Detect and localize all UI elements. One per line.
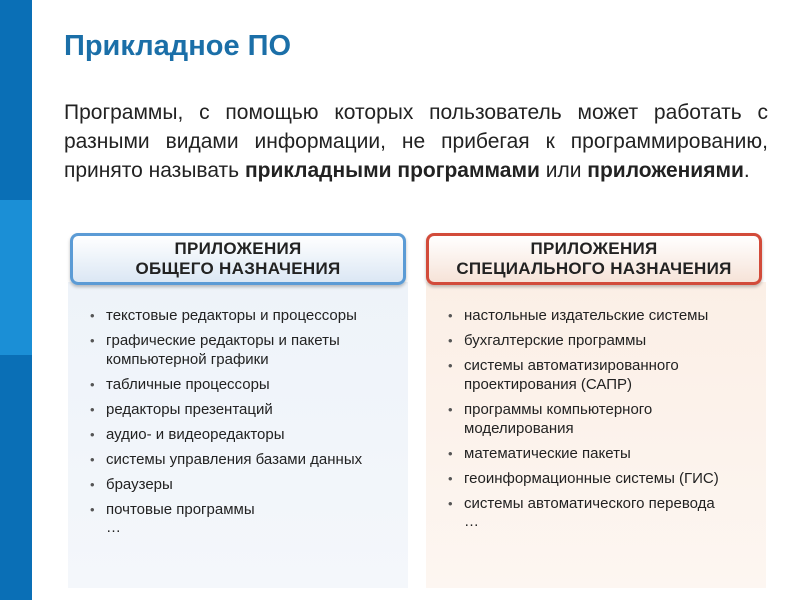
list-item: • текстовые редакторы и процессоры [90, 307, 357, 324]
bullet-icon: • [90, 377, 95, 392]
general-purpose-header [70, 233, 406, 285]
bullet-icon: • [90, 333, 95, 348]
special-purpose-header-line1: ПРИЛОЖЕНИЯ [530, 239, 658, 258]
bullet-icon: • [448, 402, 453, 417]
list-item: • геоинформационные системы (ГИС) [448, 470, 719, 487]
bullet-icon: • [90, 452, 95, 467]
bullet-icon: • [448, 308, 453, 323]
bullet-icon: • [448, 358, 453, 373]
bullet-icon: • [448, 446, 453, 461]
intro-paragraph [64, 98, 768, 185]
intro-text-end: . [743, 159, 750, 182]
list-item: • табличные процессоры [90, 376, 270, 393]
special-purpose-list [448, 306, 763, 535]
bullet-icon: • [448, 496, 453, 511]
list-item: • бухгалтерские программы [448, 332, 647, 349]
list-ellipsis: … [464, 513, 479, 530]
intro-bold-term-2: приложениями [587, 159, 744, 182]
list-item: • редакторы презентаций [90, 401, 273, 418]
list-item: • математические пакеты [448, 445, 631, 462]
bullet-icon: • [90, 477, 95, 492]
general-purpose-list [90, 306, 390, 541]
special-purpose-header [426, 233, 762, 285]
left-accent-bar-highlight [0, 200, 32, 355]
general-purpose-header-line2: ОБЩЕГО НАЗНАЧЕНИЯ [135, 259, 341, 278]
list-item: • системы автоматического перевода [448, 495, 715, 512]
list-item: • аудио- и видеоредакторы [90, 426, 285, 443]
bullet-icon: • [90, 402, 95, 417]
list-item: • настольные издательские системы [448, 307, 709, 324]
intro-bold-term-1: прикладными программами [244, 159, 540, 182]
general-purpose-header-line1: ПРИЛОЖЕНИЯ [174, 239, 302, 258]
bullet-icon: • [90, 427, 95, 442]
list-ellipsis: … [106, 519, 121, 536]
intro-text: Программы, с помощью которых пользователь может работать с разными видами информации, не прибегая к программированию, принято называть [64, 101, 768, 182]
list-item: • графические редакторы и пакеты компьютерной графики [90, 332, 340, 368]
special-purpose-header-line2: СПЕЦИАЛЬНОГО НАЗНАЧЕНИЯ [456, 259, 732, 278]
list-item: • программы компьютерного моделирования [448, 401, 653, 437]
bullet-icon: • [90, 502, 95, 517]
list-item: • системы автоматизированного проектирования (САПР) [448, 357, 679, 393]
page-title: Прикладное ПО [64, 30, 292, 62]
bullet-icon: • [448, 471, 453, 486]
list-item: • браузеры [90, 476, 173, 493]
bullet-icon: • [448, 333, 453, 348]
list-item: • почтовые программы [90, 501, 255, 518]
list-item: • системы управления базами данных [90, 451, 363, 468]
intro-text-mid: или [539, 159, 588, 182]
bullet-icon: • [90, 308, 95, 323]
